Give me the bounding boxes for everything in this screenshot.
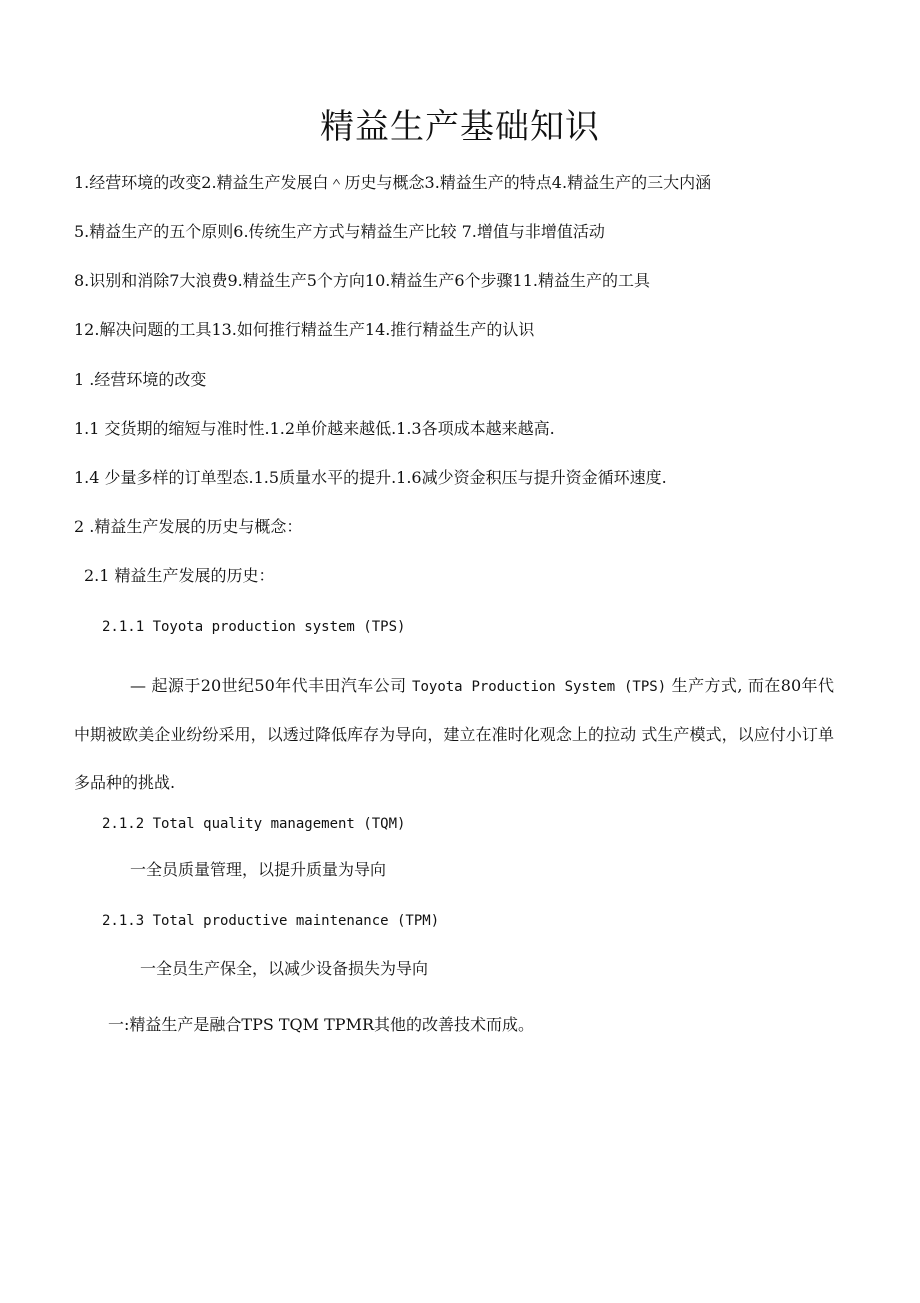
tpm-description: 一全员生产保全，以减少设备损失为导向 [140, 959, 429, 978]
tps-paragraph [74, 662, 834, 807]
section-2-heading: 2 .精益生产发展的历史与概念： [74, 517, 303, 536]
tps-paragraph-part-3: 生产方式, 而在80年代中期被欧美企业纷纷采用，以透过降低库存为导向，建立在准时化观念上的拉动 式生产模式，以应付小订单多品种的挑战. [74, 676, 834, 792]
tpm-heading: 2.1.3 Total productive maintenance (TPM) [102, 913, 440, 929]
tps-heading: 2.1.1 Toyota production system (TPS) [102, 619, 406, 635]
toc-line-2: 5.精益生产的五个原则6.传统生产方式与精益生产比较 7.增值与非增值活动 [74, 222, 605, 241]
summary-line: 一:精益生产是融合TPS TQM TPMR其他的改善技术而成。 [108, 1015, 535, 1034]
tqm-description: 一全员质量管理，以提升质量为导向 [130, 860, 387, 879]
section-2-1-heading: 2.1 精益生产发展的历史： [84, 566, 275, 585]
section-1-line-2: 1.4 少量多样的订单型态.1.5质量水平的提升.1.6减少资金积压与提升资金循环速度. [74, 468, 667, 487]
document-title: 精益生产基础知识 [320, 107, 600, 147]
tps-paragraph-part-1: — 起源于20世纪50年代丰田汽车公司 [130, 676, 413, 695]
toc-line-1: 1.经营环境的改变2.精益生产发展白＾历史与概念3.精益生产的特点4.精益生产的三大内涵 [74, 173, 712, 192]
toc-line-3: 8.识别和消除7大浪费9.精益生产5个方向10.精益生产6个步骤11.精益生产的工具 [74, 271, 650, 290]
tps-paragraph-part-2: Toyota Production System (TPS) [412, 679, 667, 695]
section-1-line-1: 1.1 交货期的缩短与准时性.1.2单价越来越低.1.3各项成本越来越高. [74, 419, 555, 438]
section-1-heading: 1 .经营环境的改变 [74, 370, 207, 389]
toc-line-4: 12.解决问题的工具13.如何推行精益生产14.推行精益生产的认识 [74, 320, 535, 339]
tqm-heading: 2.1.2 Total quality management (TQM) [102, 816, 406, 832]
